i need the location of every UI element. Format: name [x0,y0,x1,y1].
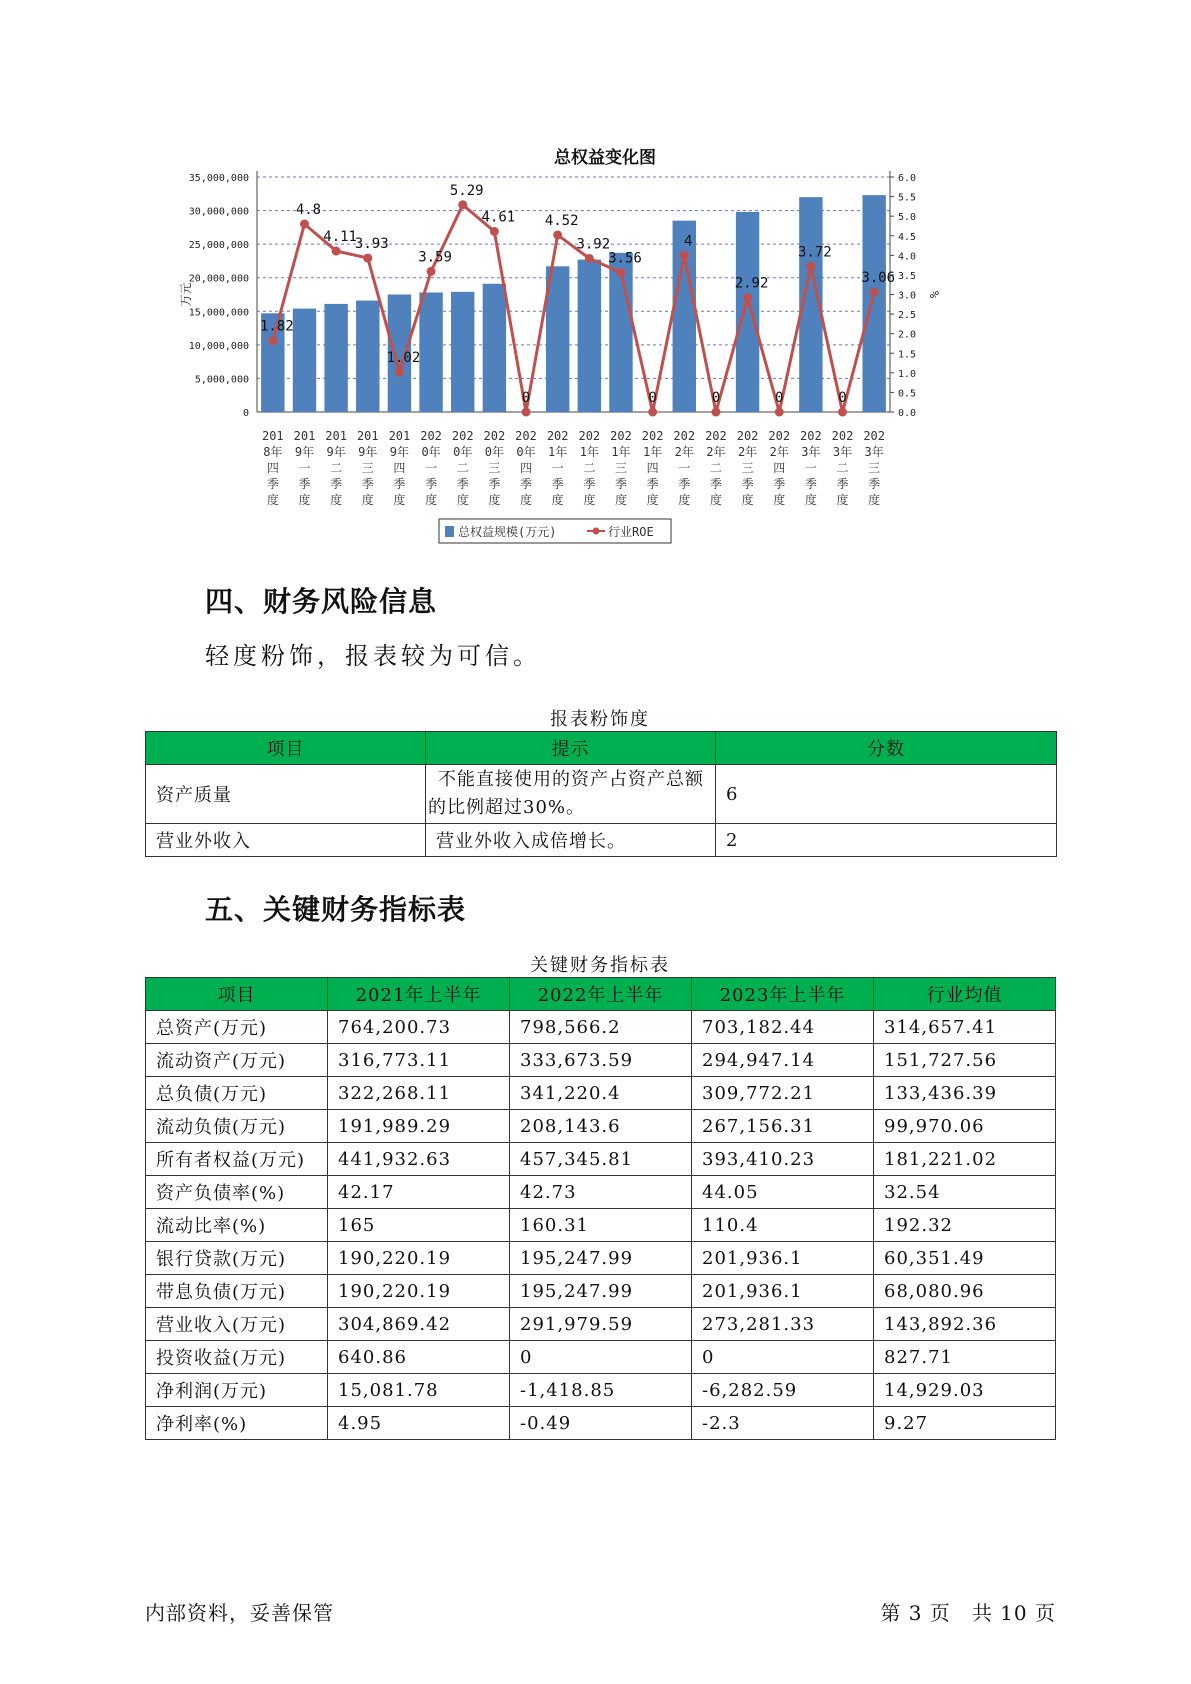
table-cell: 营业收入(万元) [146,1308,328,1341]
table-cell: 322,268.11 [328,1077,510,1110]
x-tick-label: 季 [741,477,754,491]
header-cell: 行业均值 [874,978,1056,1011]
table-cell: 总资产(万元) [146,1011,328,1044]
x-tick-label: 季 [266,477,279,491]
y2-tick-label: 5.0 [898,212,917,224]
x-tick-label: 二 [709,461,722,475]
x-tick-label: 202 [768,429,791,443]
x-tick-label: 三 [361,461,374,475]
table-cell: 流动负债(万元) [146,1110,328,1143]
data-label: 0 [775,390,784,406]
y-tick-label: 5,000,000 [194,374,249,386]
x-tick-label: 8年 [263,445,283,459]
x-tick-label: 202 [483,429,506,443]
x-tick-label: 一 [298,461,311,475]
roe-point [775,408,784,417]
y2-tick-label: 1.5 [898,349,917,361]
table-header-row [146,732,1057,765]
y-tick-label: 15,000,000 [188,307,249,319]
y2-axis-title: % [927,290,941,299]
x-tick-label: 202 [641,429,664,443]
table-cell: 32.54 [874,1176,1056,1209]
table-cell: 15,081.78 [328,1374,510,1407]
data-label: 5.29 [449,182,484,199]
x-tick-label: 季 [773,477,786,491]
x-tick-label: 度 [488,493,501,507]
roe-point [806,262,815,271]
table-cell: 6 [716,765,1057,824]
x-tick-label: 2年 [769,445,789,459]
x-tick-label: 三 [614,461,627,475]
section5-heading: 五、关键财务指标表 [205,893,467,926]
table-cell: 457,345.81 [510,1143,692,1176]
table-cell: 291,979.59 [510,1308,692,1341]
table-cell: 393,410.23 [692,1143,874,1176]
table-cell: 净利润(万元) [146,1374,328,1407]
roe-point [268,336,277,345]
x-tick-label: 四 [773,461,786,475]
table-cell: 99,970.06 [874,1110,1056,1143]
data-label: 3.59 [418,249,452,266]
table-row [146,1209,1056,1242]
table-cell: 133,436.39 [874,1077,1056,1110]
x-tick-label: 度 [614,493,627,507]
table-cell: 181,221.02 [874,1143,1056,1176]
header-cell: 2021年上半年 [328,978,510,1011]
table-cell: 160.31 [510,1209,692,1242]
y2-tick-label: 6.0 [898,173,917,184]
header-cell: 提示 [426,732,716,765]
x-tick-label: 202 [800,429,822,443]
table-cell: 143,892.36 [874,1308,1056,1341]
section4-heading: 四、财务风险信息 [205,585,438,618]
x-tick-label: 度 [741,493,754,507]
roe-point [648,408,657,417]
x-tick-label: 三 [868,461,881,475]
equity-chart [180,135,1030,595]
x-tick-label: 度 [456,493,469,507]
data-label: 3.06 [861,270,896,287]
y2-tick-label: 0.0 [898,408,917,419]
roe-point [585,254,594,263]
table-row [146,1242,1056,1275]
x-tick-label: 2年 [706,445,726,459]
x-tick-label: 2年 [674,445,694,459]
table-cell: 267,156.31 [692,1110,874,1143]
bar [673,221,696,412]
x-tick-label: 202 [546,429,569,443]
x-tick-label: 9年 [358,445,378,459]
x-tick-label: 四 [266,461,279,475]
roe-point [743,293,752,302]
x-tick-label: 3年 [801,445,821,459]
x-tick-label: 度 [646,493,659,507]
data-label: 0 [711,390,721,406]
kpi-table [145,977,1056,1440]
data-label: 4 [684,233,693,250]
table-cell: 192.32 [874,1209,1056,1242]
table-cell: 0 [692,1341,874,1374]
y2-tick-label: 2.5 [898,310,917,322]
bar [293,309,316,412]
table-cell: 42.17 [328,1176,510,1209]
roe-point [395,368,404,377]
header-cell: 项目 [146,978,328,1011]
x-tick-label: 三 [741,461,754,475]
risk-table-caption: 报表粉饰度 [550,709,650,730]
roe-point [332,247,341,256]
table-cell: 14,929.03 [874,1374,1056,1407]
y-axis-title: 万元 [180,282,193,307]
bar [419,292,442,412]
roe-point [427,267,436,276]
x-tick-label: 季 [425,477,438,491]
y2-tick-label: 3.0 [898,290,917,302]
roe-point [616,268,625,277]
x-tick-label: 季 [868,477,881,491]
x-tick-label: 一 [678,461,691,475]
data-label: 0 [838,390,847,406]
x-tick-label: 季 [804,477,817,491]
table-cell: 4.95 [328,1407,510,1440]
roe-point [711,408,720,417]
table-row [146,824,1057,857]
header-cell: 2022年上半年 [510,978,692,1011]
x-tick-label: 二 [456,461,469,475]
table-cell: 0 [510,1341,692,1374]
table-header-row [146,978,1056,1011]
x-tick-label: 0年 [453,445,473,459]
x-tick-label: 201 [388,429,411,443]
x-tick-label: 9年 [326,445,346,459]
y-tick-label: 20,000,000 [188,273,249,285]
bar [356,301,379,412]
table-cell: 640.86 [328,1341,510,1374]
x-tick-label: 季 [488,477,501,491]
x-tick-label: 一 [551,461,564,475]
x-tick-label: 202 [515,429,537,443]
table-cell: 总负债(万元) [146,1077,328,1110]
x-tick-label: 0年 [484,445,504,459]
table-cell: 42.73 [510,1176,692,1209]
x-tick-label: 度 [804,493,817,507]
x-tick-label: 1年 [643,445,663,459]
y-tick-label: 10,000,000 [188,340,249,352]
bar [862,195,885,412]
y2-tick-label: 1.0 [898,368,917,380]
y2-tick-label: 4.0 [898,251,917,263]
table-cell: 110.4 [692,1209,874,1242]
x-tick-label: 度 [330,493,343,507]
table-row [146,1044,1056,1077]
data-label: 3.93 [354,236,389,253]
x-tick-label: 季 [520,477,533,491]
x-tick-label: 二 [330,461,343,475]
x-tick-label: 季 [298,477,311,491]
data-label: 3.56 [608,250,642,267]
y2-tick-label: 4.5 [898,231,917,243]
x-tick-label: 四 [646,461,659,475]
x-tick-label: 1年 [611,445,631,459]
table-cell: 190,220.19 [328,1275,510,1308]
chart-title: 总权益变化图 [554,148,656,168]
x-tick-label: 度 [393,493,406,507]
table-row [146,1308,1056,1341]
data-label: 4.61 [481,209,516,226]
roe-point [490,227,499,236]
table-cell: 银行贷款(万元) [146,1242,328,1275]
table-row [146,1011,1056,1044]
x-tick-label: 度 [583,493,596,507]
x-tick-label: 202 [705,429,727,443]
footer-note: 内部资料，妥善保管 [145,1601,334,1625]
x-tick-label: 9年 [389,445,410,459]
table-cell: -0.49 [510,1407,692,1440]
x-tick-label: 0年 [516,445,536,459]
x-tick-label: 季 [456,477,469,491]
table-cell: 营业外收入成倍增长。 [426,824,716,857]
table-row [146,1143,1056,1176]
table-row [146,1110,1056,1143]
table-cell: 195,247.99 [510,1242,692,1275]
legend-label-equity: 总权益规模(万元) [458,525,557,539]
roe-point [458,200,467,209]
x-tick-label: 季 [393,477,406,491]
x-tick-label: 202 [736,429,759,443]
roe-point [838,408,847,417]
table-cell: -1,418.85 [510,1374,692,1407]
x-tick-label: 度 [773,493,786,507]
x-tick-label: 一 [425,461,438,475]
data-label: 4.8 [295,202,322,218]
table-cell: 195,247.99 [510,1275,692,1308]
x-tick-label: 四 [393,461,406,475]
table-cell: 827.71 [874,1341,1056,1374]
y-tick-label: 35,000,000 [188,173,249,184]
bar [578,260,601,412]
roe-point [870,288,879,297]
x-tick-label: 202 [610,429,632,443]
table-row [146,1176,1056,1209]
data-label: 3.92 [576,236,611,253]
y2-tick-label: 0.5 [898,388,917,400]
table-cell: 资产质量 [146,765,426,824]
table-cell: 投资收益(万元) [146,1341,328,1374]
table-cell: -2.3 [692,1407,874,1440]
x-tick-label: 1年 [579,445,599,459]
legend-swatch-bar [445,526,454,537]
data-label: 4.11 [323,229,357,246]
bar [324,304,347,412]
table-row [146,1275,1056,1308]
table-cell: 764,200.73 [328,1011,510,1044]
x-tick-label: 季 [646,477,659,491]
bar [483,284,506,412]
x-tick-label: 四 [520,461,533,475]
table-cell: 304,869.42 [328,1308,510,1341]
roe-point [680,251,689,260]
table-cell: 所有者权益(万元) [146,1143,328,1176]
table-cell: 9.27 [874,1407,1056,1440]
x-tick-label: 202 [420,429,442,443]
table-cell: 68,080.96 [874,1275,1056,1308]
data-label: 1.82 [259,318,294,335]
table-cell: 带息负债(万元) [146,1275,328,1308]
x-tick-label: 二 [583,461,596,475]
x-tick-label: 2年 [737,445,758,459]
table-row [146,1407,1056,1440]
table-row [146,1341,1056,1374]
y-tick-label: 25,000,000 [188,240,249,252]
table-cell: 191,989.29 [328,1110,510,1143]
data-label: 2.92 [734,275,769,292]
chart-plot [180,135,1030,595]
data-label: 3.72 [798,244,832,261]
x-tick-label: 202 [863,429,886,443]
x-tick-label: 202 [831,429,854,443]
x-tick-label: 度 [551,493,564,507]
table-cell: 798,566.2 [510,1011,692,1044]
data-label: 4.52 [544,212,579,229]
header-cell: 分数 [716,732,1057,765]
x-tick-label: 度 [868,493,881,507]
data-label: 0 [521,390,531,406]
x-tick-label: 201 [293,429,316,443]
table-cell: 60,351.49 [874,1242,1056,1275]
table-cell: 不能直接使用的资产占资产总额的比例超过30%。 [426,765,716,824]
bar [736,212,759,412]
data-label: 0 [648,390,657,406]
table-cell: 341,220.4 [510,1077,692,1110]
legend-swatch-point [593,528,600,535]
table-cell: 营业外收入 [146,824,426,857]
x-tick-label: 度 [678,493,691,507]
table-cell: 流动比率(%) [146,1209,328,1242]
x-tick-label: 3年 [832,445,853,459]
table-cell: 201,936.1 [692,1275,874,1308]
table-row [146,765,1057,824]
x-tick-label: 三 [488,461,501,475]
table-cell: 资产负债率(%) [146,1176,328,1209]
x-tick-label: 202 [578,429,601,443]
header-cell: 项目 [146,732,426,765]
risk-summary: 轻度粉饰，报表较为可信。 [205,642,541,670]
y-tick-label: 0 [242,408,249,419]
table-cell: 190,220.19 [328,1242,510,1275]
table-cell: 314,657.41 [874,1011,1056,1044]
x-tick-label: 季 [583,477,596,491]
table-cell: 165 [328,1209,510,1242]
header-cell: 2023年上半年 [692,978,874,1011]
x-tick-label: 季 [330,477,343,491]
page-number: 第 3 页 共 10 页 [880,1601,1056,1625]
x-tick-label: 3年 [864,445,884,459]
x-tick-label: 9年 [294,445,315,459]
x-tick-label: 度 [709,493,722,507]
y-tick-label: 30,000,000 [188,206,249,218]
x-tick-label: 202 [673,429,696,443]
x-tick-label: 度 [361,493,374,507]
x-tick-label: 季 [709,477,722,491]
x-tick-label: 度 [298,493,311,507]
legend-label-roe: 行业ROE [608,525,654,539]
risk-table [145,731,1057,857]
x-tick-label: 0年 [421,445,441,459]
bar [451,292,474,412]
table-row [146,1077,1056,1110]
x-tick-label: 201 [356,429,379,443]
table-cell: 净利率(%) [146,1407,328,1440]
x-tick-label: 1年 [548,445,568,459]
x-tick-label: 季 [678,477,691,491]
y2-tick-label: 2.0 [898,329,917,341]
x-tick-label: 季 [551,477,564,491]
x-tick-label: 季 [836,477,849,491]
table-cell: -6,282.59 [692,1374,874,1407]
x-tick-label: 二 [836,461,849,475]
x-tick-label: 季 [614,477,627,491]
x-tick-label: 度 [836,493,849,507]
table-cell: 294,947.14 [692,1044,874,1077]
x-tick-label: 202 [451,429,474,443]
x-tick-label: 201 [261,429,284,443]
table-cell: 333,673.59 [510,1044,692,1077]
x-tick-label: 度 [425,493,438,507]
x-tick-label: 季 [361,477,374,491]
roe-point [300,220,309,229]
x-tick-label: 度 [266,493,279,507]
table-cell: 309,772.21 [692,1077,874,1110]
table-cell: 316,773.11 [328,1044,510,1077]
roe-point [363,254,372,263]
roe-point [553,230,562,239]
y2-tick-label: 5.5 [898,192,917,204]
x-tick-label: 度 [520,493,533,507]
roe-point [522,408,531,417]
x-tick-label: 一 [804,461,817,475]
table-cell: 201,936.1 [692,1242,874,1275]
table-cell: 703,182.44 [692,1011,874,1044]
table-cell: 441,932.63 [328,1143,510,1176]
x-tick-label: 201 [325,429,347,443]
kpi-table-caption: 关键财务指标表 [530,955,670,976]
table-row [146,1374,1056,1407]
table-cell: 2 [716,824,1057,857]
data-label: 1.02 [386,350,421,367]
table-cell: 流动资产(万元) [146,1044,328,1077]
table-cell: 273,281.33 [692,1308,874,1341]
table-cell: 208,143.6 [510,1110,692,1143]
table-cell: 151,727.56 [874,1044,1056,1077]
table-cell: 44.05 [692,1176,874,1209]
y2-tick-label: 3.5 [898,270,917,282]
